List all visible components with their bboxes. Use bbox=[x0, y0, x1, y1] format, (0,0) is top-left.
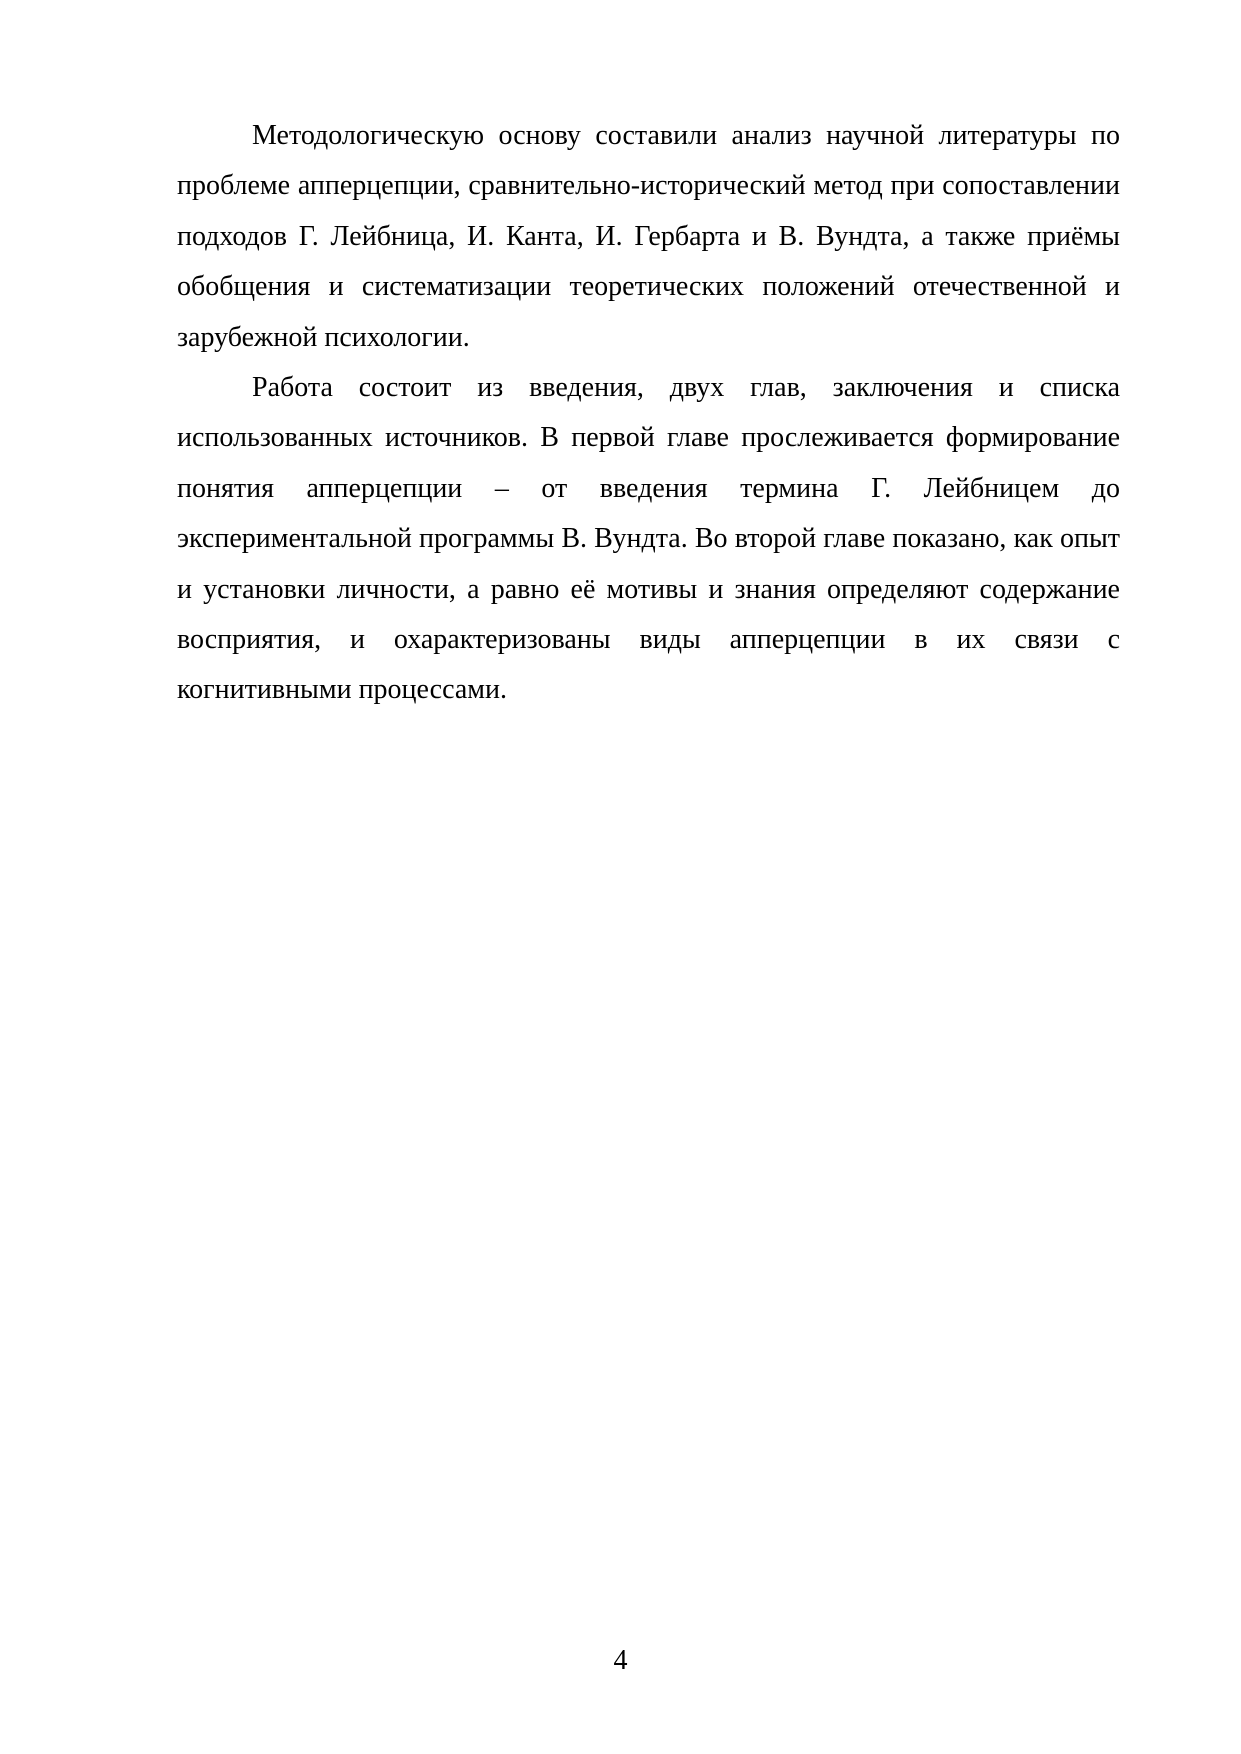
document-body bbox=[177, 111, 1120, 716]
paragraph-methodology: Методологическую основу составили анализ научной литературы по проблеме апперцепции, сравнительно-исторический метод при сопоставлении подходов Г. Лейбница, И. Канта, И. Гербарта и В. Вундта, а также приёмы обобщения и систематизации теоретических положений отечественной и зарубежной психологии. bbox=[177, 120, 1120, 353]
page-number: 4 bbox=[613, 1645, 628, 1676]
paragraph-structure: Работа состоит из введения, двух глав, заключения и списка использованных источников. В первой главе прослеживается формирование понятия апперцепции – от введения термина Г. Лейбницем до экспериментальной программы В. Вундта. Во второй главе показано, как опыт и установки личности, а равно её мотивы и знания определяют содержание восприятия, и охарактеризованы виды апперцепции в их связи с когнитивными процессами. bbox=[177, 372, 1120, 706]
